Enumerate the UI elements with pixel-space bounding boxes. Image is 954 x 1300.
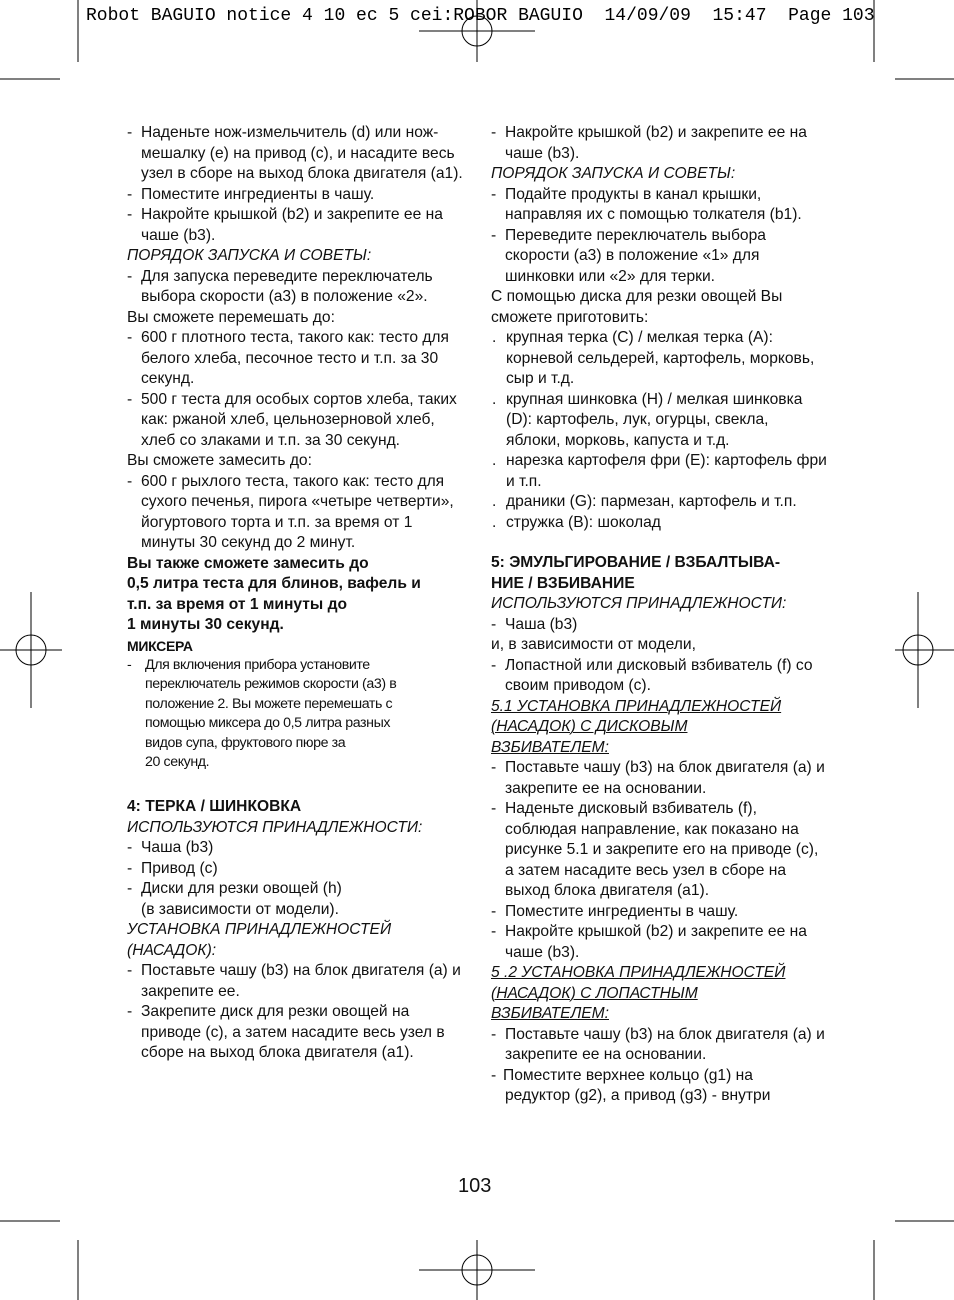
list-item: - Поместите ингредиенты в чашу. [127, 185, 375, 203]
list-item: - Поместите верхнее кольцо (g1) на редуктор (g2), а привод (g3) - внутри [491, 1066, 771, 1104]
bold-note: Вы также сможете замесить до 0,5 литра теста для блинов, вафель и т.п. за время от 1 минуты до 1 минуты 30 секунд. [127, 554, 421, 633]
registration-mark-bottom [419, 1240, 535, 1300]
page-number: 103 [458, 1175, 492, 1197]
list-item: - Подайте продукты в канал крышки, направляя их с помощью толкателя (b1). [491, 185, 802, 223]
list-item: - Наденьте дисковый взбиватель (f), соблюдая направление, как показано на рисунке 5.1 и закрепите его на приводе (с), а затем насадите весь узел в сборе на выход блока двигателя (a1). [491, 800, 819, 899]
list-item: - Наденьте нож-измельчитель (d) или нож-мешалку (e) на привод (с), и насадите весь узел в сборе на выход блока двигателя (a1). [127, 124, 463, 182]
subheading-attachment-setup: УСТАНОВКА ПРИНАДЛЕЖНОСТЕЙ (НАСАДОК): [127, 921, 392, 959]
print-slug-header: Robot BAGUIO notice 4 10 ec 5 cei:ROBOR BAGUIO 14/09/09 15:47 Page 103 [86, 6, 875, 26]
list-item: . нарезка картофеля фри (E): картофель фри и т.п. [492, 452, 827, 490]
list-item: - Привод (с) [127, 859, 218, 877]
list-item: - Накройте крышкой (b2) и закрепите ее на чаше (b3). [491, 923, 807, 961]
list-item: . крупная терка (C) / мелкая терка (A): корневой сельдерей, картофель, морковь, сыр и т.д. [492, 329, 815, 387]
list-item: - 600 г плотного теста, такого как: тесто для белого хлеба, песочное тесто и т.п. за 30 секунд. [127, 329, 449, 387]
list-item: - Поставьте чашу (b3) на блок двигателя (a) и закрепите ее. [127, 962, 461, 1000]
subheading-accessories: ИСПОЛЬЗУЮТСЯ ПРИНАДЛЕЖНОСТИ: [127, 818, 423, 836]
list-item: - Поставьте чашу (b3) на блок двигателя (a) и закрепите ее на основании. [491, 759, 825, 797]
paragraph: Вы сможете перемешать до: [127, 308, 335, 326]
paragraph: С помощью диска для резки овощей Вы сможете приготовить: [491, 288, 783, 326]
list-item: - Лопастной или дисковый взбиватель (f) со своим приводом (с). [491, 656, 813, 694]
mixer-instructions: - Для включения прибора установите переключатель режимов скорости (a3) в положение 2. Вы можете перемешать с помощью миксера до 0,5 литра разных видов супа, фруктового пюре за 20 секунд. [127, 656, 397, 771]
subheading-accessories: ИСПОЛЬЗУЮТСЯ ПРИНАДЛЕЖНОСТИ: [491, 595, 787, 612]
list-item: - Закрепите диск для резки овощей на приводе (с), а затем насадите весь узел в сборе на выход блока двигателя (a1). [127, 1003, 445, 1062]
list-item: - Чаша (b3) [491, 615, 578, 633]
list-item: - Накройте крышкой (b2) и закрепите ее на чаше (b3). [127, 206, 443, 244]
list-item: . стружка (B): шоколад [492, 513, 661, 531]
list-item: . крупная шинковка (H) / мелкая шинковка (D): картофель, лук, огурцы, свекла, яблоки, морковь, капуста и т.д. [492, 390, 803, 449]
mixer-heading: МИКСЕРА [127, 637, 193, 654]
registration-mark-left [0, 592, 62, 708]
subheading-startup-tips: ПОРЯДОК ЗАПУСКА И СОВЕТЫ: [127, 247, 372, 264]
subheading-5-2: 5 .2 УСТАНОВКА ПРИНАДЛЕЖНОСТЕЙ (НАСАДОК) С ЛОПАСТНЫМ ВЗБИВАТЕЛЕМ: [491, 964, 786, 1022]
subheading-startup-tips: ПОРЯДОК ЗАПУСКА И СОВЕТЫ: [491, 165, 736, 182]
list-item: - Переведите переключатель выбора скорости (a3) в положение «1» для шинковки или «2» для терки. [491, 226, 766, 285]
paragraph: и, в зависимости от модели, [491, 636, 696, 653]
list-item: - Поставьте чашу (b3) на блок двигателя (a) и закрепите ее на основании. [491, 1025, 825, 1063]
list-item: - Чаша (b3) [127, 839, 214, 857]
subheading-5-1: 5.1 УСТАНОВКА ПРИНАДЛЕЖНОСТЕЙ (НАСАДОК) С ДИСКОВЫМ ВЗБИВАТЕЛЕМ: [491, 697, 782, 756]
list-item: - 600 г рыхлого теста, такого как: тесто для сухого печенья, пирога «четыре четверти», йогуртового торта и т.п. за время от 1 минуты 30 секунд до 2 минут. [127, 472, 454, 551]
list-item: . драники (G): пармезан, картофель и т.п. [492, 493, 797, 510]
registration-mark-right [895, 592, 954, 708]
paragraph: Вы сможете замесить до: [127, 452, 312, 469]
list-item: - Для запуска переведите переключатель выбора скорости (a3) в положение «2». [127, 267, 433, 305]
left-column [127, 123, 465, 1064]
section-4-title: 4: ТЕРКА / ШИНКОВКА [127, 798, 302, 816]
list-item: - Накройте крышкой (b2) и закрепите ее на чаше (b3). [491, 124, 807, 162]
registration-mark-top [419, 0, 535, 62]
right-column [491, 123, 827, 1107]
list-item: - Диски для резки овощей (h) (в зависимости от модели). [127, 880, 342, 918]
list-item: - Поместите ингредиенты в чашу. [491, 902, 739, 920]
list-item: - 500 г теста для особых сортов хлеба, таких как: ржаной хлеб, цельнозерновой хлеб, хлеб со злаками и т.п. за 30 секунд. [127, 390, 457, 449]
section-5-title: 5: ЭМУЛЬГИРОВАНИЕ / ВЗБАЛТЫВА- НИЕ / ВЗБИВАНИЕ [491, 554, 781, 592]
